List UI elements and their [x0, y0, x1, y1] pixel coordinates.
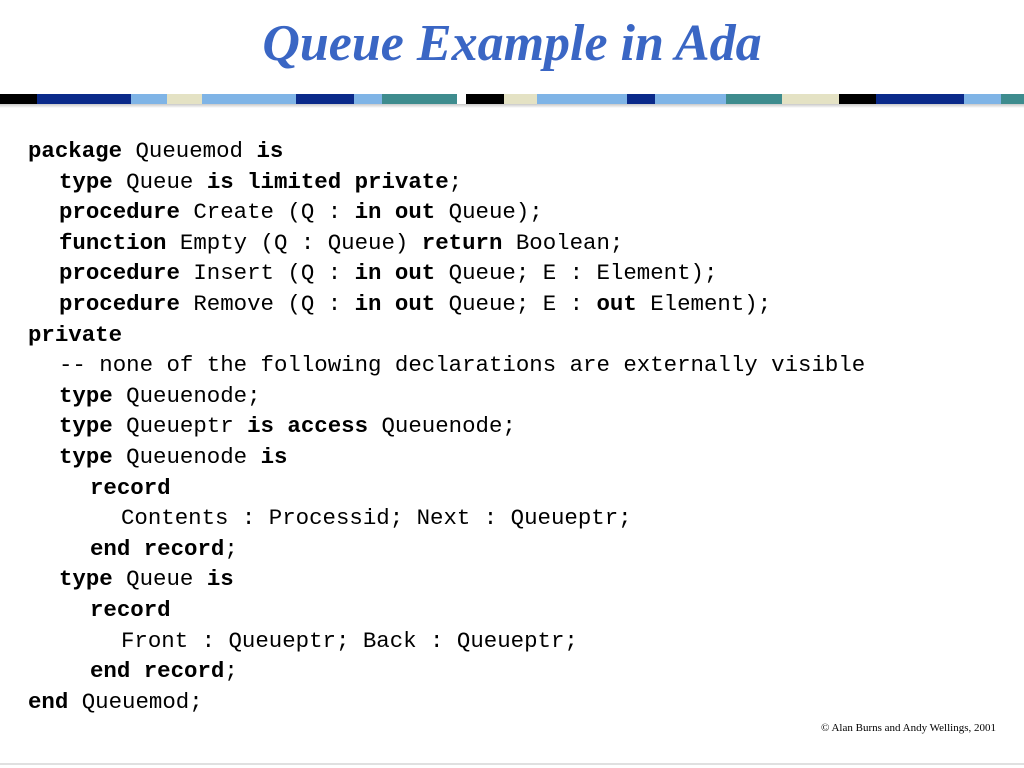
keyword: end — [28, 688, 69, 715]
keyword: function — [59, 229, 167, 256]
code-text: Queue; E : Element); — [435, 260, 718, 287]
code-text: ; — [224, 658, 238, 685]
keyword: out — [596, 290, 637, 317]
keyword: type — [59, 168, 113, 195]
code-text: Queuenode; — [368, 413, 516, 440]
keyword: procedure — [59, 260, 180, 287]
code-listing — [28, 136, 865, 717]
keyword: in out — [354, 290, 436, 317]
code-text: ; — [224, 535, 238, 562]
code-comment-line — [28, 350, 865, 381]
keyword: private — [28, 321, 123, 348]
code-text: ; — [448, 168, 463, 195]
keyword: in out — [354, 260, 436, 287]
code-text: Queue; E : — [435, 290, 597, 317]
slide-title: Queue Example in Ada — [262, 15, 762, 72]
code-text: Contents : Processid; Next : Queueptr; — [121, 505, 632, 532]
keyword: package — [28, 138, 123, 164]
code-text: Create (Q : — [179, 199, 355, 226]
code-line — [28, 442, 865, 473]
code-text: Queuenode; — [112, 382, 261, 409]
code-text: Insert (Q : — [179, 260, 355, 287]
keyword: is — [206, 566, 234, 593]
code-text: Empty (Q : Queue) — [166, 229, 422, 256]
code-line — [28, 687, 865, 718]
code-line — [28, 595, 865, 626]
code-comment: -- none of the following declarations are externally visible — [59, 352, 866, 379]
code-line — [28, 473, 865, 504]
keyword: type — [59, 443, 113, 470]
code-text: Front : Queueptr; Back : Queueptr; — [121, 627, 578, 654]
code-line — [28, 411, 865, 442]
code-text: Queuemod — [122, 138, 257, 164]
copyright-footer: © Alan Burns and Andy Wellings, 2001 — [820, 722, 996, 734]
keyword: record — [90, 596, 171, 623]
keyword: is access — [247, 413, 369, 440]
code-line — [28, 136, 865, 167]
keyword: procedure — [59, 199, 180, 226]
keyword: return — [421, 229, 503, 256]
keyword: type — [59, 566, 113, 593]
code-line — [28, 320, 865, 351]
keyword: in out — [354, 199, 436, 226]
code-text: Queue — [112, 566, 207, 593]
code-line — [28, 564, 865, 595]
keyword: record — [90, 474, 171, 501]
bottom-divider — [0, 763, 1024, 765]
code-line — [28, 534, 865, 565]
code-line — [28, 167, 865, 198]
code-line — [28, 228, 865, 259]
keyword: is — [256, 138, 284, 164]
keyword: procedure — [59, 290, 180, 317]
code-text: Element); — [636, 290, 772, 317]
keyword: end record — [90, 658, 225, 685]
keyword: type — [59, 382, 113, 409]
keyword: is limited private — [206, 168, 449, 195]
code-line — [28, 656, 865, 687]
code-text: Queuenode — [112, 443, 261, 470]
code-line — [28, 626, 865, 657]
code-text: Queue — [112, 168, 207, 195]
code-text: Boolean; — [502, 229, 624, 256]
code-text: Remove (Q : — [179, 290, 355, 317]
code-line — [28, 503, 865, 534]
code-line — [28, 381, 865, 412]
code-text: Queuemod; — [68, 688, 203, 715]
keyword: type — [59, 413, 113, 440]
code-text: Queue); — [435, 199, 543, 226]
code-line — [28, 258, 865, 289]
title-decoration-bar — [0, 94, 1024, 104]
code-line — [28, 289, 865, 320]
keyword: is — [260, 443, 288, 470]
code-text: Queueptr — [112, 413, 248, 440]
keyword: end record — [90, 535, 225, 562]
title-bar-shadow — [0, 104, 1024, 108]
code-line — [28, 197, 865, 228]
